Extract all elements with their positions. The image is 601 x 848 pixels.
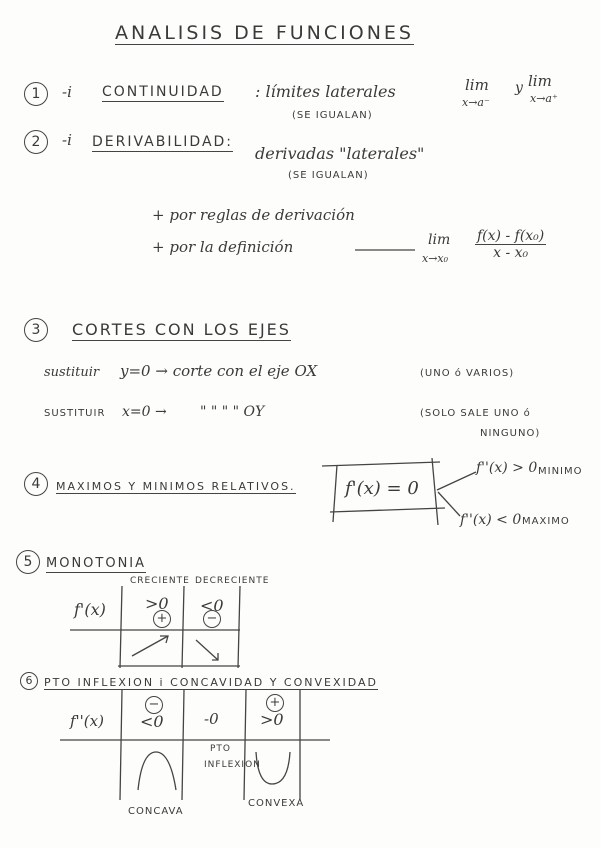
s5-grid-v2 [182, 586, 184, 668]
s6-c3: >0 [260, 710, 284, 729]
s6-heading: PTO INFLEXION i CONCAVIDAD Y CONVEXIDAD [44, 676, 379, 689]
s5-col1: CRECIENTE [130, 576, 190, 586]
s3-line2-a: SUSTITUIR [44, 408, 106, 419]
s4-box-bottom [330, 508, 445, 512]
section-number-3: 3 [24, 318, 48, 342]
s3-line1-b: y=0 → corte con el eje OX [120, 362, 318, 380]
s6-c1: <0 [140, 712, 164, 731]
section-number-1: 1 [24, 82, 48, 106]
s4-up-label: MINIMO [538, 466, 583, 477]
s6-foot2: CONVEXA [248, 798, 305, 809]
s6-c2: -0 [204, 710, 219, 728]
s1-text: : límites laterales [255, 82, 396, 101]
s6-c1-sign: − [145, 696, 163, 714]
s2-frac-den: x - x₀ [493, 245, 529, 261]
s5-row: f'(x) [74, 600, 106, 619]
s3-line2-d: (SOLO SALE UNO ó [420, 408, 531, 419]
section-number-2: 2 [24, 130, 48, 154]
s1-bullet: -i [62, 83, 72, 101]
s2-text: derivadas "laterales" [255, 144, 425, 163]
s5-col2: DECRECIENTE [195, 576, 270, 586]
s1-heading: CONTINUIDAD [102, 84, 224, 100]
s2-lim-sub: x→x₀ [422, 252, 449, 265]
s5-cell2-sign: − [203, 610, 221, 628]
s3-line2-e: NINGUNO) [480, 428, 541, 439]
s6-concave-curve [138, 752, 176, 790]
s1-lim-a: lim [465, 76, 489, 94]
s4-arrow-up [437, 472, 476, 490]
section-number-6: 6 [20, 672, 38, 690]
s2-bullet: -i [62, 131, 72, 149]
s4-heading: MAXIMOS Y MINIMOS RELATIVOS. [56, 480, 296, 493]
s1-lim-b-sub: x→a⁺ [530, 92, 558, 105]
s3-heading: CORTES CON LOS EJES [72, 320, 291, 339]
s5-arrow-down [196, 640, 218, 660]
s5-cell2: <0 [200, 596, 224, 615]
s6-grid-v3 [244, 690, 246, 800]
s5-grid-v1 [120, 586, 122, 668]
s5-arrow-up [132, 636, 168, 656]
s6-foot1: CONCAVA [128, 806, 184, 817]
s6-grid-v2 [182, 690, 184, 800]
s6-mid2: INFLEXION [204, 760, 261, 770]
s4-down-label: MAXIMO [522, 516, 570, 527]
s3-line2-c: " " " " OY [200, 404, 265, 420]
s3-line1-a: sustituir [44, 365, 100, 380]
section-number-5: 5 [16, 550, 40, 574]
s4-down: f''(x) < 0 [460, 512, 522, 528]
s6-convex-curve [256, 752, 290, 784]
s2-heading: DERIVABILIDAD: [92, 134, 234, 150]
page-title: ANALISIS DE FUNCIONES [115, 22, 414, 44]
s1-lim-join: y [515, 80, 523, 96]
s5-cell1-sign: + [153, 610, 171, 628]
s2-lim: lim [428, 232, 451, 248]
s2-frac-num: f(x) - f(x₀) [477, 228, 545, 244]
s1-note: (SE IGUALAN) [292, 110, 373, 121]
s4-box-top [322, 462, 440, 466]
s3-line2-b: x=0 → [122, 404, 167, 420]
s2-note: (SE IGUALAN) [288, 170, 369, 181]
s6-c3-sign: + [266, 694, 284, 712]
s6-mid1: PTO [210, 744, 232, 754]
s4-box-left [333, 465, 337, 522]
s1-lim-b: lim [528, 72, 552, 90]
s6-grid-v1 [120, 690, 122, 800]
s5-grid-v3 [238, 586, 240, 668]
s3-line1-c: (UNO ó VARIOS) [420, 368, 515, 379]
s4-box: f'(x) = 0 [345, 478, 419, 499]
s1-lim-a-sub: x→a⁻ [462, 96, 490, 109]
s4-arrow-down [438, 492, 460, 516]
s2-item2: + por la definición [152, 238, 294, 256]
s2-item1: + por reglas de derivación [152, 206, 355, 224]
s5-cell1: >0 [145, 594, 169, 613]
s5-heading: MONOTONIA [46, 556, 147, 571]
s4-box-right [432, 458, 438, 525]
section-number-4: 4 [24, 472, 48, 496]
s6-row: f''(x) [70, 712, 104, 730]
s4-up: f''(x) > 0 [476, 460, 538, 476]
